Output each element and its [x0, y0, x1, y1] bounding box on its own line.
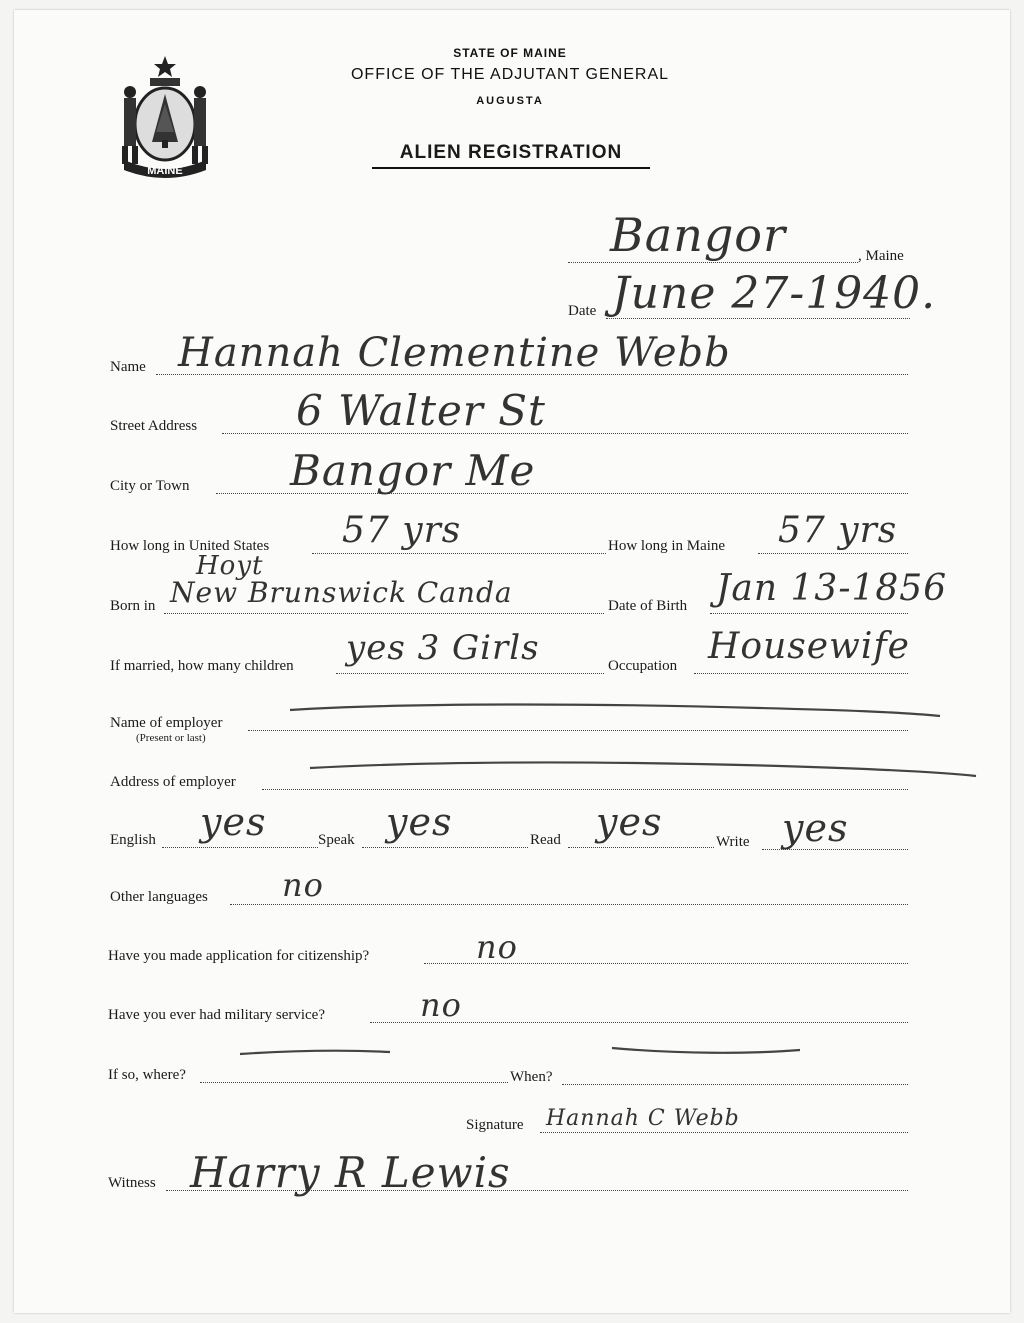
street-value: 6 Walter St — [296, 386, 546, 435]
english-label: English — [110, 832, 156, 848]
signature-value: Hannah C Webb — [546, 1106, 740, 1131]
military-label: Have you ever had military service? — [108, 1007, 325, 1023]
children-line — [336, 673, 604, 674]
maine-label: , Maine — [858, 248, 904, 264]
how-long-maine-line — [758, 553, 908, 554]
name-value: Hannah Clementine Webb — [178, 330, 731, 376]
speak-value: yes — [386, 800, 453, 844]
read-line — [568, 847, 714, 848]
english-line — [162, 847, 318, 848]
town-line — [568, 262, 858, 263]
name-label: Name — [110, 359, 146, 375]
write-label: Write — [716, 834, 750, 850]
how-long-us-label: How long in United States — [110, 538, 270, 554]
other-languages-value: no — [282, 866, 324, 904]
speak-line — [362, 847, 528, 848]
date-label: Date — [568, 303, 597, 319]
born-in-line — [164, 613, 604, 614]
header-office: OFFICE OF THE ADJUTANT GENERAL — [350, 66, 670, 83]
form-title: ALIEN REGISTRATION — [372, 142, 650, 169]
how-long-maine-label: How long in Maine — [608, 538, 726, 554]
dob-line — [710, 613, 908, 614]
witness-label: Witness — [108, 1175, 156, 1191]
when-line — [562, 1084, 908, 1085]
when-label: When? — [510, 1069, 553, 1085]
employer-name-line — [248, 730, 908, 731]
header-state: STATE OF MAINE — [453, 46, 567, 60]
read-label: Read — [530, 832, 561, 848]
city-label: City or Town — [110, 478, 190, 494]
employer-address-label: Address of employer — [110, 774, 236, 790]
how-long-us-line — [312, 553, 606, 554]
speak-label: Speak — [318, 832, 355, 848]
military-value: no — [420, 986, 462, 1024]
citizenship-label: Have you made application for citizenship? — [108, 948, 370, 964]
children-label: If married, how many children — [110, 658, 294, 674]
street-label: Street Address — [110, 418, 198, 434]
where-line — [200, 1082, 508, 1083]
born-in-above-value: Hoyt — [196, 551, 264, 581]
how-long-us-value: 57 yrs — [342, 510, 462, 551]
maine-seal-icon — [110, 52, 220, 180]
citizenship-value: no — [476, 928, 518, 966]
city-value: Bangor Me — [290, 446, 536, 495]
english-value: yes — [200, 800, 267, 844]
other-languages-label: Other languages — [110, 889, 208, 905]
occupation-line — [694, 673, 908, 674]
witness-value: Harry R Lewis — [190, 1148, 511, 1197]
occupation-label: Occupation — [608, 658, 678, 674]
born-in-value: New Brunswick Canda — [170, 576, 513, 609]
date-value: June 27-1940. — [612, 268, 937, 319]
header-city: AUGUSTA — [476, 95, 544, 107]
town-value: Bangor — [610, 208, 786, 262]
dob-label: Date of Birth — [608, 598, 688, 614]
occupation-value: Housewife — [708, 626, 910, 667]
where-label: If so, where? — [108, 1067, 186, 1083]
write-value: yes — [782, 806, 849, 850]
employer-note-label: (Present or last) — [136, 732, 206, 744]
employer-name-label: Name of employer — [110, 715, 223, 731]
how-long-maine-value: 57 yrs — [778, 510, 898, 551]
svg-text:MAINE: MAINE — [147, 165, 183, 177]
children-value: yes 3 Girls — [346, 628, 540, 668]
dob-value: Jan 13-1856 — [716, 568, 948, 609]
other-languages-line — [230, 904, 908, 905]
signature-label: Signature — [466, 1117, 524, 1133]
employer-address-line — [262, 789, 908, 790]
born-in-label: Born in — [110, 598, 156, 614]
read-value: yes — [596, 800, 663, 844]
signature-line — [540, 1132, 908, 1133]
